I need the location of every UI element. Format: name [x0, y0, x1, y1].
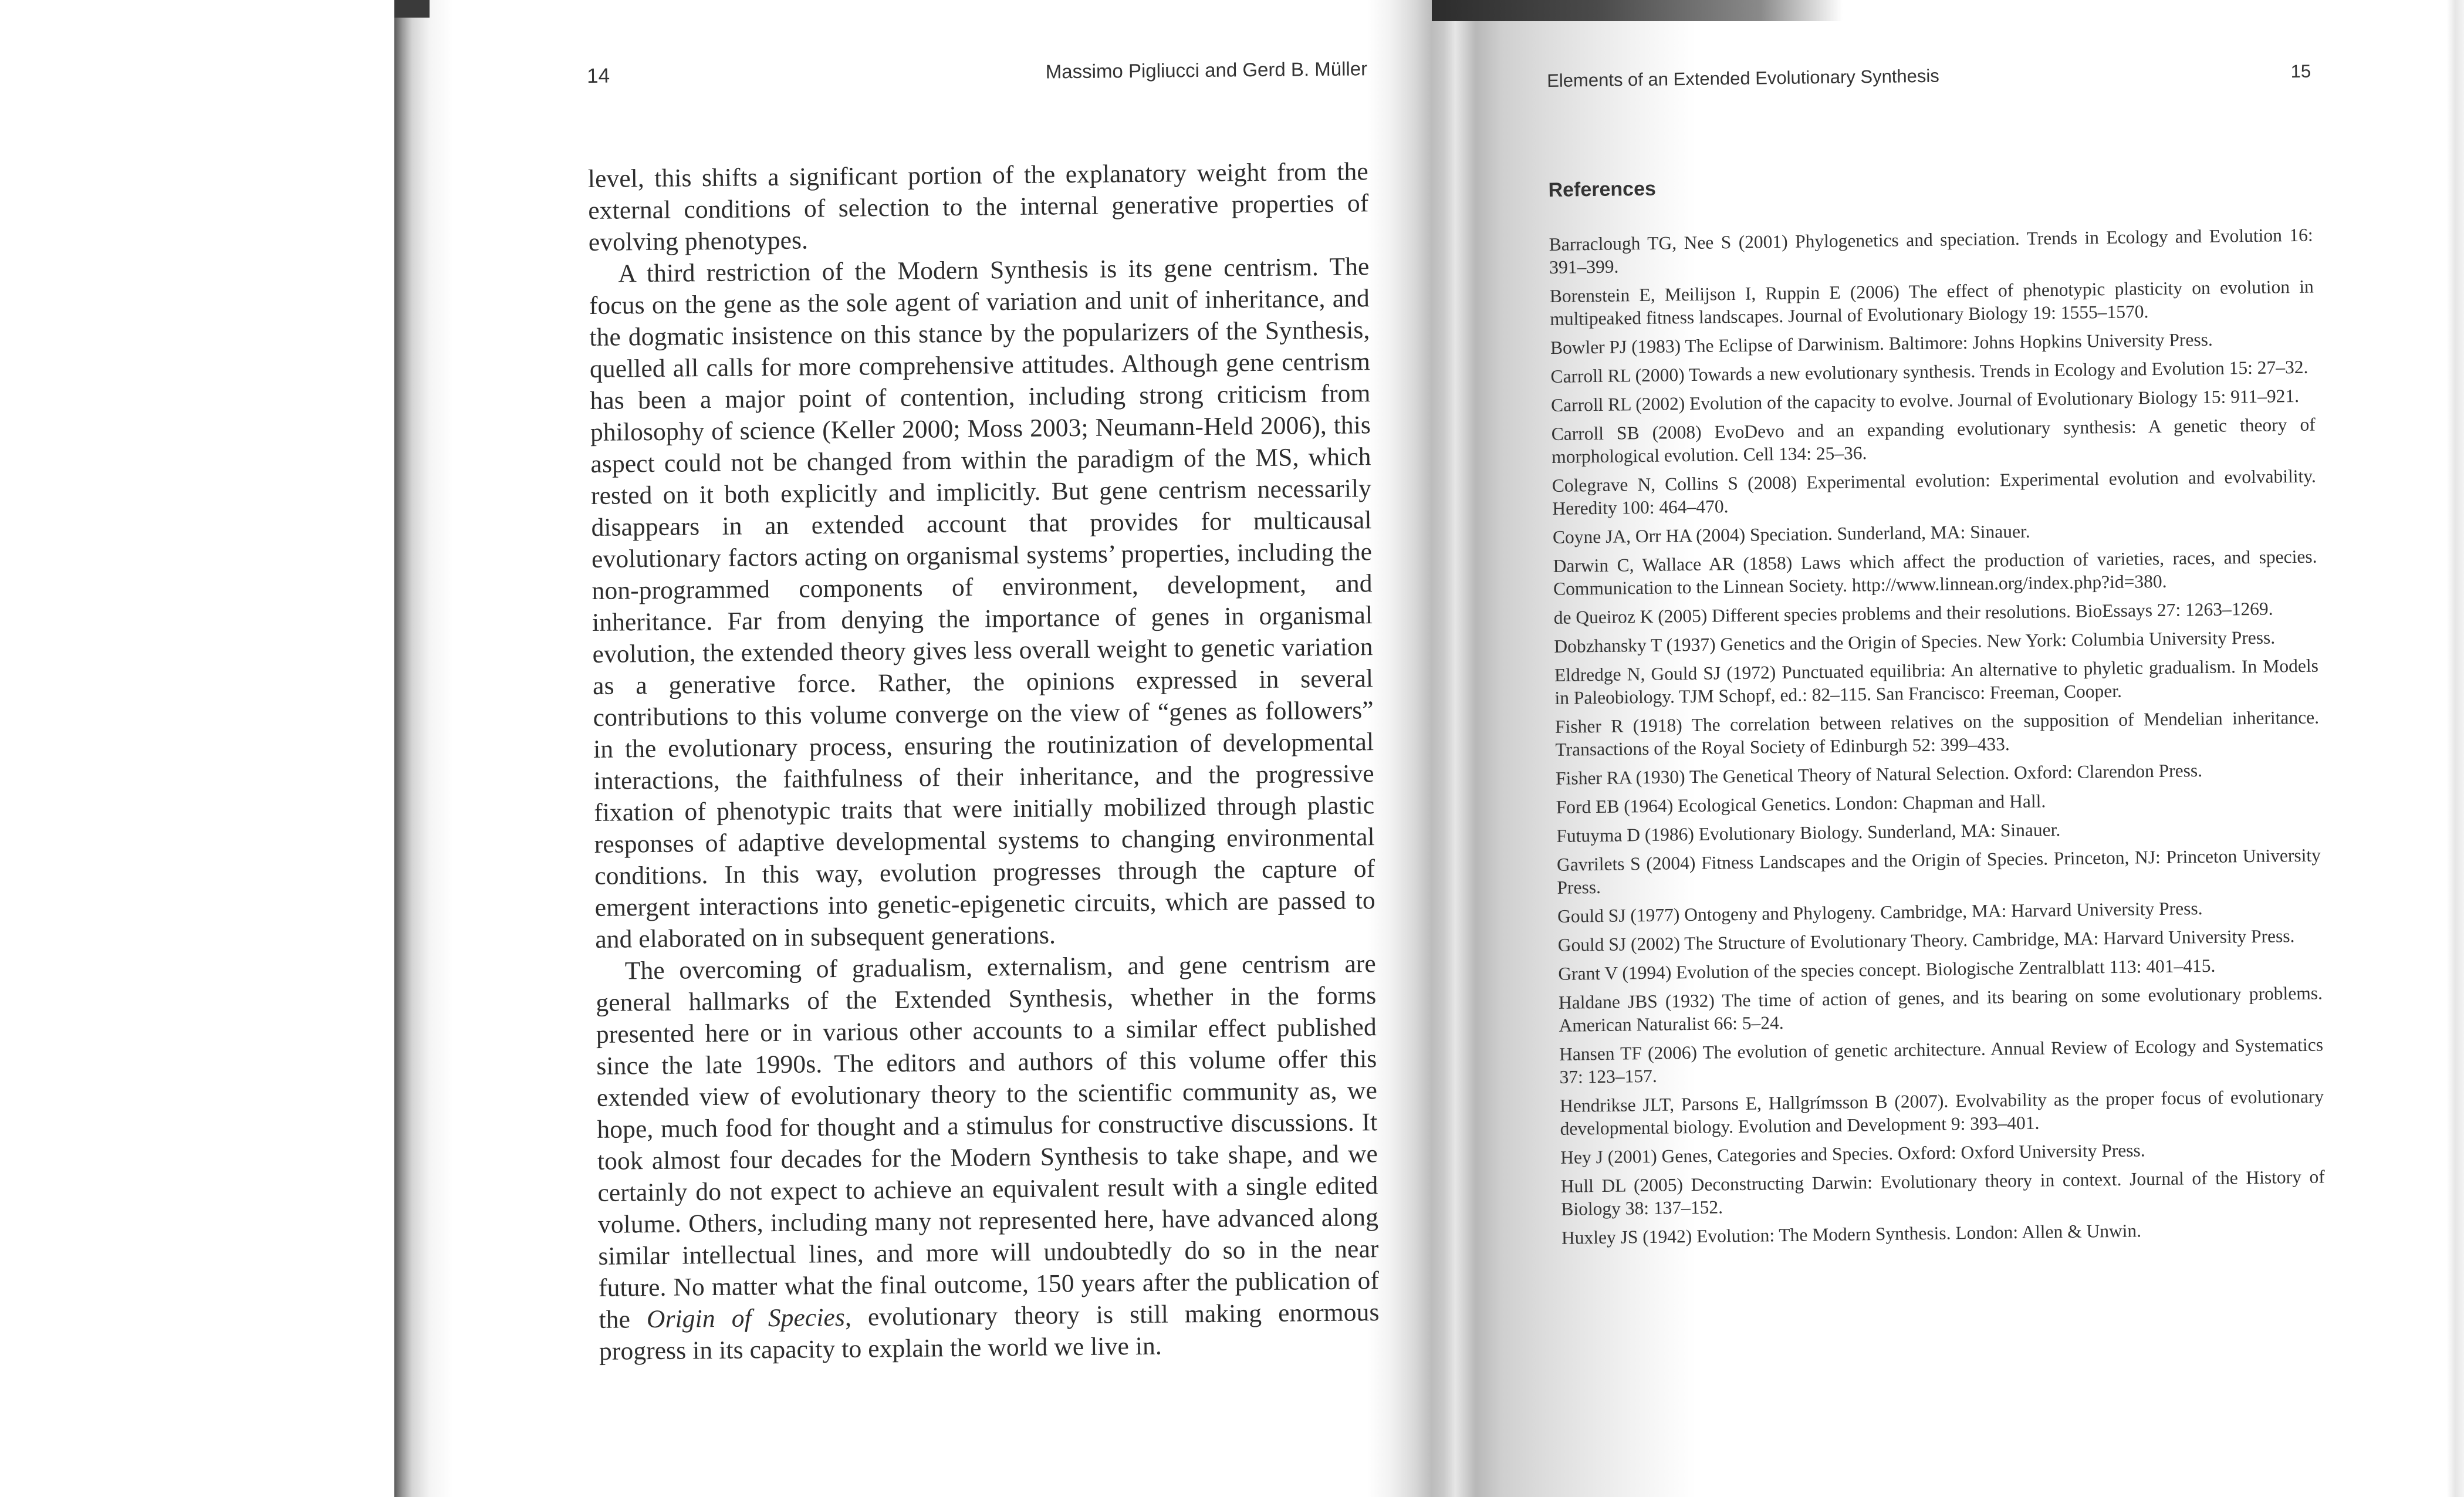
reference-entry: Hendrikse JLT, Parsons E, Hallgrímsson B (2007). Evolvability as the proper focus of evolutionary developmental biology. Evolution and Development 9: 393–401. [1559, 1086, 2324, 1139]
reference-entry: Barraclough TG, Nee S (2001) Phylogenetics and speciation. Trends in Ecology and Evolution 16: 391–399. [1549, 224, 2313, 278]
reference-entry: Fisher R (1918) The correlation between relatives on the supposition of Mendelian inheritance. Transactions of the Royal Society of Edinburgh 52: 399–433. [1554, 707, 2320, 760]
reference-entry: Borenstein E, Meilijson I, Ruppin E (2006) The effect of phenotypic plasticity on evolution in multipeaked fitness landscapes. Journal of Evolutionary Biology 19: 1555–1570. [1549, 276, 2314, 329]
reference-entry: Darwin C, Wallace AR (1858) Laws which affect the production of varieties, races, and species. Communication to the Linnean Society. http://www.linnean.org/index.php?id=380. [1553, 546, 2317, 599]
reference-entry: Huxley JS (1942) Evolution: The Modern Synthesis. London: Allen & Unwin. [1561, 1220, 2142, 1248]
book-title-italic: Origin of Species [646, 1303, 846, 1334]
reference-entry: Carroll SB (2008) EvoDevo and an expanding evolutionary synthesis: A genetic theory of morphological evolution. Cell 134: 25–36. [1551, 414, 2316, 467]
book-gutter-top-shadow [1432, 0, 1843, 21]
right-page [1547, 61, 2326, 1255]
left-page-number: 14 [587, 64, 610, 87]
scan-edge-shadow-left [394, 0, 453, 1497]
paragraph-3-text-after: , evolutionary theory is still making enormous progress in its capacity to explain the world we live in. [599, 1298, 1380, 1366]
reference-entry: Gould SJ (1977) Ontogeny and Phylogeny. Cambridge, MA: Harvard University Press. [1557, 898, 2203, 927]
paragraph-1: level, this shifts a significant portion of the explanatory weight from the external conditions of selection to the internal generative properties of evolving phenotypes. [587, 157, 1369, 256]
reference-entry: Gould SJ (2002) The Structure of Evolutionary Theory. Cambridge, MA: Harvard University Press. [1557, 925, 2295, 955]
paragraph-2: A third restriction of the Modern Synthesis is its gene centrism. The focus on the gene as the sole agent of variation and unit of inheritance, and the dogmatic insistence on this stance by the popularizers of the Synthesis, quelled all calls for more comprehensive attitudes. Although gene centrism has been a major point of contention, including strong criticism from philosophy of science (Keller 2000; Moss 2003; Neumann-Held 2006), this aspect could not be changed from within the paradigm of the MS, which rested on it both explicitly and implicitly. But gene centrism necessarily disappears in an extended account that provides for multicausal evolutionary factors acting on organismal systems’ properties, including the non-programmed components of environment, development, and inheritance. Far from denying the importance of genes in organismal evolution, the extended theory gives less overall weight to genetic variation as a generative force. Rather, the opinions expressed in several contributions to this volume converge on the view of “genes as followers” in the evolutionary process, ensuring the routinization of developmental interactions, the faithfulness of their inheritance, and the progressive fixation of phenotypic traits that were initially mobilized through plastic responses of adaptive developmental systems to changing environmental conditions. In this way, evolution progresses through the capture of emergent interactions into genetic-epigenetic circuits, which are passed to and elaborated on in subsequent generations. [589, 252, 1375, 954]
left-page-header [587, 57, 1368, 100]
paragraph-3-text-before: The overcoming of gradualism, externalism, and gene centrism are general hallmarks of the Extended Synthesis, whether in the forms presented here or in various other accounts to a similar effect published since the late 1990s. The editors and authors of this volume offer this extended view of evolutionary theory to the scientific community as, we hope, much food for thought and a stimulus for constructive discussions. It took almost four decades for the Modern Synthesis to take shape, and we certainly do not expect to achieve an equivalent result with a single edited volume. Others, including many not represented here, have advanced along similar intellectual lines, and more will undoubtedly do so in the near future. No matter what the final outcome, 150 years after the publication of the [596, 949, 1380, 1334]
reference-entry: Grant V (1994) Evolution of the species concept. Biologische Zentralblatt 113: 401–415. [1558, 955, 2216, 984]
reference-entry: Carroll RL (2002) Evolution of the capacity to evolve. Journal of Evolutionary Biology 15: 911–921. [1550, 385, 2300, 415]
reference-entry: Bowler PJ (1983) The Eclipse of Darwinism. Baltimore: Johns Hopkins University Press. [1550, 329, 2213, 358]
reference-entry: Futuyma D (1986) Evolutionary Biology. Sunderland, MA: Sinauer. [1556, 819, 2061, 846]
reference-entry: Ford EB (1964) Ecological Genetics. London: Chapman and Hall. [1556, 790, 2046, 817]
reference-entry: Hull DL (2005) Deconstructing Darwin: Evolutionary theory in context. Journal of the History of Biology 38: 137–152. [1560, 1166, 2326, 1219]
reference-entry: Gavrilets S (2004) Fitness Landscapes and the Origin of Species. Princeton, NJ: Princeton University Press. [1556, 844, 2321, 898]
reference-entry: Fisher RA (1930) The Genetical Theory of Natural Selection. Oxford: Clarendon Press. [1555, 760, 2203, 789]
reference-entry: Haldane JBS (1932) The time of action of genes, and its bearing on some evolutionary problems. American Naturalist 66: 5–24. [1558, 982, 2323, 1036]
right-page-number: 15 [2290, 60, 2311, 82]
left-body-text [588, 156, 1380, 1367]
scan-edge-corner [394, 0, 430, 18]
reference-entry: Coyne JA, Orr HA (2004) Speciation. Sunderland, MA: Sinauer. [1552, 521, 2030, 548]
reference-entry: de Queiroz K (2005) Different species problems and their resolutions. BioEssays 27: 1263–1269. [1553, 598, 2273, 628]
reference-entry: Colegrave N, Collins S (2008) Experimental evolution: Experimental evolution and evolvability. Heredity 100: 464–470. [1552, 465, 2317, 519]
right-running-head: Elements of an Extended Evolutionary Synthesis [1547, 65, 1939, 91]
reference-entry: Eldredge N, Gould SJ (1972) Punctuated equilibria: An alternative to phyletic gradualism. In Models in Paleobiology. TJM Schopf, ed.: 82–115. San Francisco: Freeman, Cooper. [1554, 655, 2319, 708]
reference-entry: Hey J (2001) Genes, Categories and Species. Oxford: Oxford University Press. [1560, 1140, 2145, 1168]
left-running-head: Massimo Pigliucci and Gerd B. Müller [1045, 58, 1368, 83]
reference-entry: Hansen TF (2006) The evolution of genetic architecture. Annual Review of Ecology and Systematics 37: 123–157. [1559, 1034, 2324, 1087]
reference-entry: Carroll RL (2000) Towards a new evolutionary synthesis. Trends in Ecology and Evolution 15: 27–32. [1550, 356, 2308, 387]
paragraph-3 [596, 948, 1380, 1367]
left-page [587, 57, 1380, 1367]
reference-entry: Dobzhansky T (1937) Genetics and the Origin of Species. New York: Columbia University Press. [1554, 627, 2276, 657]
scan-edge-shadow-right [2447, 0, 2464, 1497]
references-heading: References [1548, 177, 1657, 201]
reference-list [1549, 224, 2326, 1249]
